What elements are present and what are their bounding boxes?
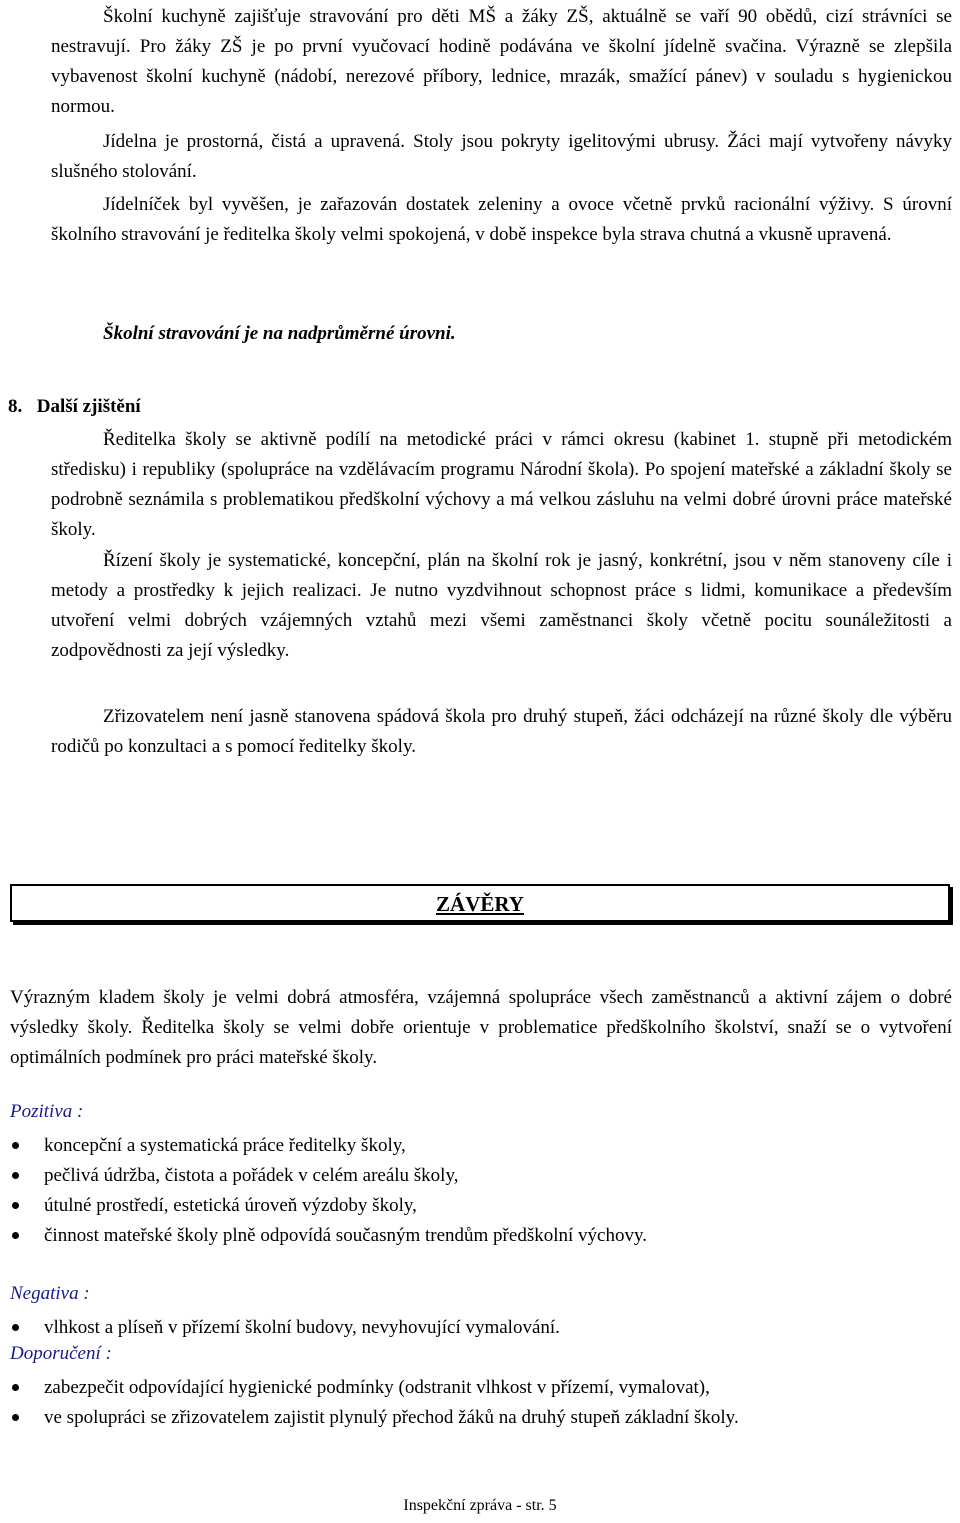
conclusions-intro: Výrazným kladem školy je velmi dobrá atmosféra, vzájemná spolupráce všech zaměstnanců a aktivní zájem o dobré výsledky školy. Ředitelka školy se velmi dobře orientuje v problematice předškolního školství, snaží se o vytvoření optimálních podmínek pro práci mateřské školy.: [10, 987, 952, 1068]
list-item: koncepční a systematická práce ředitelky školy,: [10, 1131, 950, 1161]
section-8-paragraph-3: Zřizovatelem není jasně stanovena spádová škola pro druhý stupeň, žáci odcházejí na různé školy dle výběru rodičů po konzultaci a s pomocí ředitelky školy.: [51, 706, 952, 757]
list-item: činnost mateřské školy plně odpovídá současným trendům předškolní výchovy.: [10, 1221, 950, 1251]
negatives-heading: Negativa :: [10, 1283, 90, 1304]
section-8-heading: [8, 396, 141, 418]
kitchen-paragraph: Školní kuchyně zajišťuje stravování pro děti MŠ a žáky ZŠ, aktuálně se vaří 90 obědů, cizí strávníci se nestravují. Pro žáky ZŠ je po první vyučovací hodině podávána ve školní jídelně svačina. Výrazně se zlepšila vybavenost školní kuchyně (nádobí, nerezové příbory, lednice, mrazák, smažící pánev) v souladu s hygienickou normou.: [51, 6, 952, 117]
section-8-paragraph-2: Řízení školy je systematické, koncepční, plán na školní rok je jasný, konkrétní, jsou v něm stanoveny cíle i metody a prostředky k jejich realizaci. Je nutno vyzdvihnout schopnost práce s lidmi, komunikace a především utvoření velmi dobrých vzájemných vztahů mezi všemi zaměstnanci školy včetně pocitu sounáležitosti a zodpovědnosti za její výsledky.: [51, 550, 952, 661]
dining-paragraph: Jídelna je prostorná, čistá a upravená. Stoly jsou pokryty igelitovými ubrusy. Žáci mají vytvořeny návyky slušného stolování.: [51, 131, 952, 182]
recommendations-list: [10, 1373, 950, 1433]
bullet-icon: [12, 1232, 19, 1239]
bullet-icon: [12, 1202, 19, 1209]
list-item: ve spolupráci se zřizovatelem zajistit plynulý přechod žáků na druhý stupeň základní školy.: [10, 1403, 950, 1433]
bullet-icon: [12, 1172, 19, 1179]
list-item: vlhkost a plíseň v přízemí školní budovy, nevyhovující vymalování.: [10, 1313, 950, 1343]
page-footer: Inspekční zpráva - str. 5: [403, 1497, 557, 1514]
list-item: zabezpečit odpovídající hygienické podmínky (odstranit vlhkost v přízemí, vymalovat),: [10, 1373, 950, 1403]
conclusions-title: ZÁVĚRY: [436, 892, 524, 916]
section-8-paragraph-1: Ředitelka školy se aktivně podílí na metodické práci v rámci okresu (kabinet 1. stupně při metodickém středisku) i republiky (spolupráce na vzdělávacím programu Národní škola). Po spojení mateřské a základní školy se podrobně seznámila s problematikou předškolní výchovy a má velkou zásluhu na velmi dobré úrovni práce mateřské školy.: [51, 429, 952, 540]
bullet-icon: [12, 1414, 19, 1421]
recommendations-heading: Doporučení :: [10, 1343, 112, 1364]
negatives-list: [10, 1313, 950, 1343]
section-8-title: Další zjištění: [36, 396, 141, 417]
list-item: pečlivá údržba, čistota a pořádek v celém areálu školy,: [10, 1161, 950, 1191]
positives-list: [10, 1131, 950, 1251]
conclusions-title-box: [10, 884, 950, 922]
bullet-icon: [12, 1324, 19, 1331]
catering-verdict: Školní stravování je na nadprůměrné úrovni.: [103, 323, 456, 344]
menu-paragraph: Jídelníček byl vyvěšen, je zařazován dostatek zeleniny a ovoce včetně prvků racionální výživy. S úrovní školního stravování je ředitelka školy velmi spokojená, v době inspekce byla strava chutná a vkusně upravená.: [51, 194, 952, 245]
bullet-icon: [12, 1142, 19, 1149]
bullet-icon: [12, 1384, 19, 1391]
list-item: útulné prostředí, estetická úroveň výzdoby školy,: [10, 1191, 950, 1221]
positives-heading: Pozitiva :: [10, 1101, 84, 1122]
section-8-number: 8.: [8, 396, 23, 417]
